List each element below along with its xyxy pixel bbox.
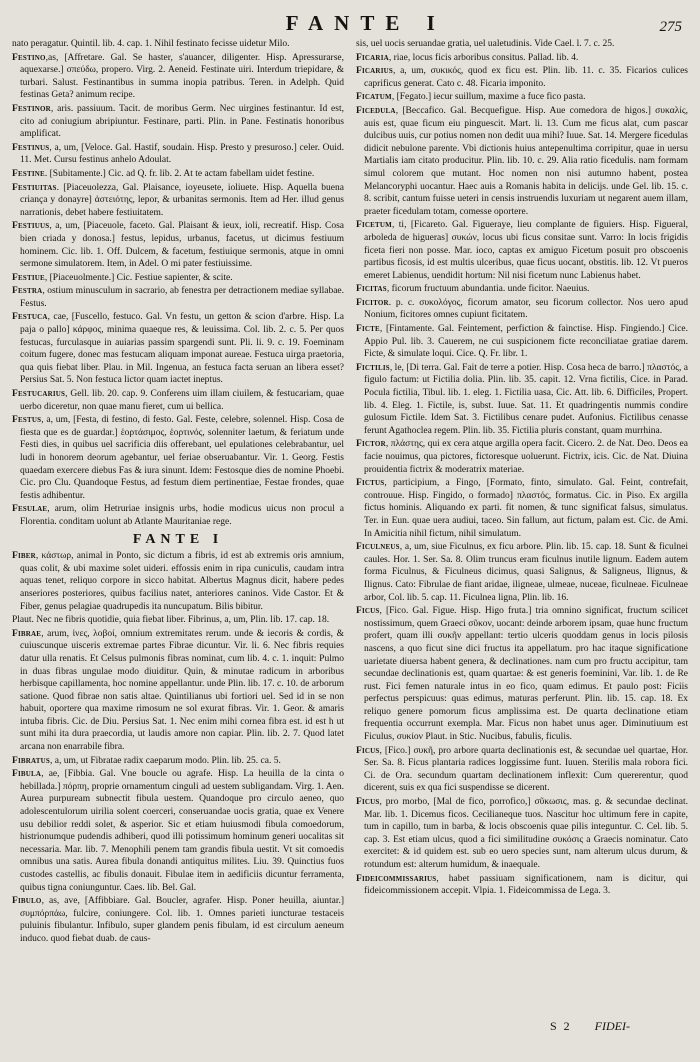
entry-text: , a, um, ut Fibratae radix caeparum modo. Plin. lib. 25. ca. 5. (50, 755, 281, 766)
dictionary-entry (356, 65, 688, 90)
entry-text: , [Beccafico. Gal. Becquefigue. Hisp. Aue comedora de higos.] συκαλίς, auis est, quae ficum eiu pinguescit. Mart. li. 13. Cum me ficus alat, cum pascar dulcibus uuis, cur potius nomen non dedit uua mihi? Iuue. Sat. 14. Mergere ficedulas didicit nebulone parente. Vbi dictionis huius antepenultima corripitur, quae in uersu Martialis iam citato producitur. Plin. lib. 10. c. 29. Alia ratio ficedulis. nam formam simul colorem que mutant. Hoc nomen non nisi autumno habent, postea Melancoryphi uocantur. Haec auis a Romanis habita in delicijs. unde Gel. lib. 15. c. 8. scribit, cantum fuisse ueteri in censis instruendis luxuriam ut negarent auem illam, praeter ficedulam totam, comesse oportere. (364, 105, 688, 217)
entry-text: , ostium minusculum in sacrario, ab fenestra per detractionem mediae syllabae. Festus. (20, 286, 344, 309)
entry-text: , [Fico.] συκῆ, pro arbore quarta declinationis est, & secundae uel quartae, Hor. Ser. Sa. 8. Ficus plantaria radices loggissime funt. Iuuen. Sterilis mala robora fici. Ci. de Ora. secundum quartam declinationem inflexit: Cum quererentur, quod dicerent, suis ex qua fici suspendisse se dicerent. (364, 745, 688, 794)
dictionary-entry (356, 105, 688, 218)
entry-text: , le, [Di terra. Gal. Fait de terre a potier. Hisp. Cosa heca de barro.] πλαστός, a figulo factum: ut Fictilia dolia. Plin. lib. 35. capit. 12. Vrna fictilis, Cice. in Parad. Pocula fictilia, Tibul. lib. 1. eleg. 1. Fictilia uasa, Cic. Att. lib. 6. Difficiles, Propert. lib. 4. Eleg. 1. Fictile, is, subst. Iuue. Sat. 11. Et quadringentis nummis condire gulosum Fictile. Idem Sat. 3. Fictilibus cenare pudet. Aufonius. Fictilibus cenasse ferunt Agathoclea regem. Plin. lib. 35. Fictilia pluris constant, quam murrhina. (364, 362, 688, 436)
dictionary-entry (12, 272, 344, 285)
entry-text: , as, ave, [Affibbiare. Gal. Boucler, agrafer. Hisp. Poner heuilla, aiuntar.] συμπόρπάω, fulcire, coniungere. Col. lib. 1. Omnes parieti iuncturae testaceis puluinis fibulantur. Infibulo, super glandem penis fibulam, id est circulum aeneum induco. quod fiebat duab. de caus- (20, 896, 344, 944)
entry-headword: Ficulneus (356, 542, 400, 553)
entry-text: , a, um, [Festa, di festino, di festo. Gal. Feste, celebre, solennel. Hisp. Cosa de fiesta que es de guardar.] ἑορτάσιμος, ἑορτινός, solenniter laetum, & feriatum unde Festi dies, in quibus uel sacrificia diis offerebant, uel epulationes celebrabantur, uel ludi in honorem deorum agebantur, uel feriae obseruabantur. Vir. 1. Georg. Festis quaedam exercere diebus Fas & iura sinunt. Idem: Festosque dies de nomine Phoebi. Cic. pro Clu. Quandoque Festus, ad festum diem pertinentiae, Festae frondes, quae festis adhibentur. (20, 415, 344, 501)
dictionary-entry (356, 219, 688, 282)
entry-headword: Ficarius (356, 66, 393, 77)
dictionary-entry (12, 168, 344, 181)
dictionary-entry (12, 38, 344, 51)
text-columns (12, 38, 688, 947)
entry-headword: Festinor (12, 103, 51, 114)
dictionary-entry (356, 438, 688, 476)
dictionary-entry (356, 38, 688, 51)
entry-headword: Fibratus (12, 755, 51, 766)
entry-headword: Ficetum (356, 220, 392, 231)
entry-headword: Festucarius (12, 389, 66, 400)
dictionary-entry (356, 605, 688, 744)
entry-headword: Ficus (356, 606, 380, 617)
entry-headword: Ficatum (356, 92, 392, 103)
dictionary-entry (12, 768, 344, 894)
entry-text: , Gell. lib. 20. cap. 9. Conferens uim illam ciuilem, & festucariam, quae uerbo diceretur, non quae manu fieret, cum ui bellica. (20, 389, 344, 412)
dictionary-entry (356, 541, 688, 604)
entry-text: , ficorum fructuum abundantia. unde ficitor. Naeuius. (386, 284, 590, 295)
entry-text: . p. c. συκολόγος, ficorum amator, seu ficorum collector. Nos uero apud Nonium, ficitores omnes cupiunt ficitatem. (364, 297, 688, 321)
page-number: 275 (659, 19, 682, 35)
left-section-entries (12, 550, 344, 945)
entry-text: . [Subitamente.] Cic. ad Q. fr. lib. 2. At te actam fabellam uidet festine. (44, 168, 315, 179)
entry-headword: Ficus (356, 745, 380, 756)
entry-text: , ae, [Fibbia. Gal. Vne boucle ou agrafe. Hisp. La heuilla de la cinta o hebillada.] πόρπη, proprie ornamentum cinguli ad uestem subligandam. Virg. 1. Aen. Aurea purpuream subnectit fibula uestem. Quandoque pro circulo aeneo, quo adolescentulorum uirilia solent coerceri, conseruandae uocis gratia, quae ex Venere usu debilior reddi solet, & asperior. Sic et etiam huiusmodi fibula comoedorum, histrionumque pudendis adhiberi, quod illi potissimum hominum generi uocalitas sit necessaria. Mar. lib. 7. Menophili penem tam grandis fibula uestit. Vt sit comoedis omnibus una satis. Aurea fibula donandi antiquitus milites. Liu. 39. Quinctius fuos custodes castellis, ac fibulis donauit. Fibulae item in aedificiis dicuntur ferramenta, quibus tigna coniunguntur. Caes. lib. Bel. Gal. (20, 769, 344, 893)
running-head: FANTE I (285, 11, 446, 35)
entry-text: , riae, locus ficis arboribus consitus. Pallad. lib. 4. (388, 52, 579, 63)
entry-headword: Fictor (356, 439, 386, 450)
entry-text: Plaut. Nec ne fibris quotidie, quia fiebat liber. Fibrinus, a, um, Plin. lib. 17. cap. 18. (12, 615, 330, 626)
entry-headword: Fibula (12, 769, 42, 780)
entry-text: , [Fintamente. Gal. Feintement, perfiction & fainctise. Hisp. Fingiendo.] Cice. Appio Pul. lib. 3. Cauerem, ne cui suspicionem ficte reconciliatae gratiae darem. Ficte, & simulate loqui. Cice. Q. Fr. libr. 1. (364, 324, 688, 360)
dictionary-entry (12, 755, 344, 768)
entry-text: , a, um, συκικός, quod ex ficu est. Plin. lib. 11. c. 35. Ficarios culices caprificus generat. Cato c. 48. Ficaria imponito. (364, 66, 688, 89)
entry-text: , a, um, siue Ficulnus, ex ficu arbore. Plin. lib. 15. cap. 18. Sunt & ficulnei caules. Hor. 1. Ser. Sa. 8. Olim truncus eram ficulnus inutile lignum. Eadem autem forma Ficulnus, & Ficulneus dicimus, quasi Salignus, & Saligneus, Ilignus, & Ilignus. Cato: Fibrulae de fiant aridae, iligneae, ulmeae, nuceae, ficulneae. Ficulneae arbor, Col. lib. 5. cap. 11. Ficulnea ligna, Plin. lib. 16. (364, 542, 688, 603)
left-column (12, 38, 344, 947)
entry-headword: Fiber (12, 551, 36, 562)
entry-text: , cae, [Fuscello, festuco. Gal. Vn festu, un getton & scion d'arbre. Hisp. La paja o pallo] κάρφος, minima quaeque res, & leuissima. Col. lib. 2. c. 5. Per quos festucas, furculasque in auiarias passim spargendi sunt. Pli. li. 9. c. 19. Foeminam coitum fugere, donec mas festucam aliquam imponat aureae. Festuca uirga praetoria, qua quis fiebat liber. Plau. in Mil. Ingenua, an festuca facta seruan an libera esset? Persius Sat. 5. Non festuca lictor quam iactet ineptus. (20, 312, 344, 386)
entry-headword: Fictus (356, 478, 385, 489)
entry-headword: Fibulo (12, 896, 42, 907)
entry-headword: Ficedula (356, 105, 396, 116)
entry-headword: Fideicommissarius (356, 873, 437, 884)
entry-text: ,as, [Affretare. Gal. Se haster, s'auancer, diligenter. Hisp. Apressurarse, aquexarse.] σπεύδω, propero. Virg. 2. Aeneid. Festinate uiri. Interdum triepidare, & turbari. Salust. Festinantibus in summa inopia patribus. Teren. in Adelph. Quid festinas Geta? animum recipe. (20, 52, 344, 101)
entry-text: , a, um, [Piaceuole, faceto. Gal. Plaisant & ieux, ioli, recreatif. Hisp. Cosa bien criada y donosa.] festus, lepidus, urbanus, facetus, ut dicimus festiuum hominem. Cic. lib. 1. Off. Dulcem, & facetum, festiuique sermonis, atque in omni sermone simulatorem. Item, in Adel. O mi pater festiuissime. (20, 221, 344, 270)
entry-headword: Festuca (12, 312, 48, 323)
entry-text: , ti, [Ficareto. Gal. Figueraye, lieu complante de figuiers. Hisp. Figueral, arboleda de higueras] συκών, locus ubi ficus consitae sunt. Varro: In locis frigidis ficeta fieri non posse. Mar. ioco, captas ex amiguo Ficetum posuit pro obscoenis partibus ficosis, id est multis ulceribus, quae ficus uocant, obstitis. lib. 12. Vt pueros emeret Labienus, uendidit hortum: Nil nisi ficetum nunc Labienus habet. (364, 220, 688, 281)
entry-text: . [Piaceuolezza, Gal. Plaisance, ioyeusete, ioliuete. Hisp. Aquella buena criança y donayre] ἀστειότης, lepor, & urbanitas sermonis. Item ad Her. illud genus narrationis, debet habere festiuitatem. (20, 182, 344, 218)
entry-text: , a, um, [Veloce. Gal. Hastif, soudain. Hisp. Presto y presuroso.] celer. Ouid. 11. Met. Cursu festinus anhelo Adoulat. (20, 142, 344, 166)
entry-text: , [Fico. Gal. Figue. Hisp. Higo fruta.] tria omnino significat, fructum scilicet nostissimum, quem Graeci σῦκον, uocant: deinde arborem ipsam, quae hunc fructum profert, quam illi συκῆν appellant: tertio ulceris quoddam genus in locis pilosis nascens, a quo ficut sine dici fructus ita appellatum. pro hac itaque significatione uarietate diuersa habent genera, & declinationes. nam cum pro fructu accipitur, tam secundae declinationis est, quam quartae: & est generis foeminini, Var. lib. 1. de Re rust. Fici femen naturale intus in eo fico, quam edimus. Et paulo post: Ficiis perfectus perspicuus: quas edimus, maturas perferunt. Plin. lib. 15. cap. 18. Ex reliquo genere pomorum ficus amplissima est. De quarta declinatione etiam frequentia occurrunt exempla. Mar. Ficus non habet unus ager. Diminutiuum est Ficulus, συκίον Plaut. in Stic. Nucibus, fabulis, ficulis. (364, 606, 688, 743)
entry-headword: Festra (12, 286, 43, 297)
dictionary-entry (356, 362, 688, 438)
dictionary-entry (12, 895, 344, 945)
entry-headword: Ficitor (356, 297, 389, 308)
entry-text: nato peragatur. Quintil. lib. 4. cap. 1. Nihil festinato fecisse uidetur Milo. (12, 39, 290, 49)
entry-headword: Festiuitas (12, 182, 57, 193)
entry-text: , habet passiuam significationem, nam is dicitur, qui fideicommissionem accepit. Vlpia. 1. Fideicommissa de Lega. 3. (364, 873, 688, 897)
signature-mark: S 2 (549, 1019, 572, 1033)
entry-headword: Festiue (12, 272, 45, 283)
dictionary-entry (356, 52, 688, 65)
entry-text: , pro morbo, [Mal de fico, porrofico,] σῦκωσις, mas. g. & secundae declinat. Mar. lib. 1. Dicemus ficos. Cecilianeque tuos. Nascitur hoc ultimum fere in capite, tum in capillo, tum in barba, & locis obscoenis quae pilis integuntur. C. Cel. lib. 5. cap. 3. Est etiam ulcus, quod a fici similitudine συκόσις a Graecis nominatur. Cato exercitet: & id quidem est. sub eo uero species sunt, nam alterum ulcus durum, & rotundum est: alterum humidum, & inaequale. (364, 797, 688, 870)
dictionary-entry (356, 745, 688, 795)
page-header (12, 6, 688, 36)
dictionary-entry (12, 614, 344, 627)
entry-headword: Festiuus (12, 221, 50, 232)
entry-headword: Festinus (12, 142, 50, 153)
entry-text: , arum, ἱνες, λοβοί, omnium extremitates rerum. unde & iecoris & cordis, & cuiuscunque uisceris extremae partes Fibrae dicuntur. Vir. li. 6. Nec fibris requies datur ulla renatis. Et Celsus pulmonis fibras nominat, cum lib. 4. c. 1. inquit: Pulmo in duas fibras ungulae modo diuiditur. Quin, & minutae radicum in arboribus herbisque capillamenta, hoc nomine appellantur. unde Plin. lib. 17. c. 10. de arborum satione. Quod fibrae non satis altae. Quintilianus ubi fortiori uel. Sed id in se non habuit, oportere qua maxime rimosum ne sol exurat fibras. Vir. 1. Geor. & amaris intuba fibris. Cic. de Diu. Persius Sat. 1. Nec enim mihi cornea fibra est. id est h ut sunt mihi ita dura praecordia, ut laudis amore non capiar. Plin. lib. 2. 7. Quod latet arcana non enarrabile fibra. (20, 628, 344, 753)
dictionary-entry (356, 477, 688, 540)
dictionary-entry (356, 796, 688, 872)
dictionary-entry (12, 142, 344, 167)
dictionary-entry (356, 873, 688, 898)
dictionary-entry (356, 297, 688, 322)
entry-headword: Festine (12, 168, 45, 179)
entry-text: , arum, olim Hetruriae insignis urbs, hodie modicus uicus non procul a Florentia. conditam uolunt ab Atlante Mauritaniae rege. (20, 504, 344, 527)
section-heading: FANTE I (132, 531, 224, 547)
entry-headword: Ficus (356, 797, 380, 808)
entry-text: , κάστωρ, animal in Ponto, sic dictum a fibris, id est ab extremis oris amnium, quas colit, & ubi maxime solet uideri. effossis enim in ripa cuniculis, caudam intra aquas tenet, reliquo corpore in sicco habitat. Albertus Magnus dicit, habere pedes anseriores posteriores, quibus facilius natet, anteriores caninos. Vide Castor. Et & Fiber, genus pelagiae quadrupedis ita nuncupatum. Bilis bibitur. (20, 551, 344, 612)
entry-text: sis, uel uocis seruandae gratia, uel ualetudinis. Vide Cael. l. 7. c. 25. (356, 39, 615, 49)
entry-headword: Festus (12, 415, 42, 426)
left-top-entries (12, 38, 344, 529)
dictionary-entry (356, 91, 688, 104)
dictionary-entry (12, 550, 344, 613)
entry-headword: Festino (12, 52, 46, 63)
entry-text: , πλάστης, qui ex cera atque argilla opera facit. Cicero. 2. de Nat. Deo. Deos ea facie nouimus, qua pictores, fictoresque uoluerunt. Fictrix, icis. Cic. de Nat. Diuina prouidentia fictrix & moderatrix materiae. (364, 439, 688, 475)
entry-text: , participium, a Fingo, [Formato, finto, simulato. Gal. Feint, contrefait, controuue. Hisp. Fingido, o formado] πλαστός, formatus. Cic. in Piso. Ex argilla fictus hominis. Aliquando ex parti. fit nomen, & tunc significat falsus, simulatus. Ter. in Eun. quae uera audiui, taceo. Sin fallum, aut fictum, palam est. Cic. de Ami. In Amicitia nihil fictum, nihil simulatum. (364, 478, 688, 539)
dictionary-entry (356, 323, 688, 361)
dictionary-entry (12, 503, 344, 528)
entry-headword: Ficitas (356, 284, 387, 295)
entry-text: , aris. passiuum. Tacit. de moribus Germ. Nec uirgines festinantur. Id est, cito ad coniugium abripiuntur. Festinare, parti. Plin. in Pane. Festinatis honoribus amplificat. (20, 103, 344, 140)
page-footer (550, 1019, 630, 1034)
dictionary-entry (12, 388, 344, 413)
catchword: FIDEI- (594, 1019, 630, 1033)
entry-text: , [Piaceuolmente.] Cic. Festiue sapienter, & scite. (44, 272, 233, 283)
entry-headword: Fesulae (12, 504, 48, 515)
dictionary-entry (12, 52, 344, 102)
dictionary-entry (12, 103, 344, 141)
entry-headword: Ficte (356, 324, 380, 335)
entry-headword: Ficaria (356, 52, 389, 63)
dictionary-entry (12, 220, 344, 270)
dictionary-entry (12, 182, 344, 220)
dictionary-entry (12, 311, 344, 387)
dictionary-entry (12, 285, 344, 310)
entry-text: , [Fegato.] iecur suillum, maxime a fuce fico pasta. (391, 92, 586, 103)
right-column (356, 38, 688, 947)
dictionary-entry (12, 414, 344, 502)
dictionary-entry (12, 628, 344, 754)
right-entries (356, 38, 688, 898)
dictionary-entry (356, 283, 688, 296)
entry-headword: Fictilis (356, 362, 390, 373)
entry-headword: Fibrae (12, 628, 42, 639)
